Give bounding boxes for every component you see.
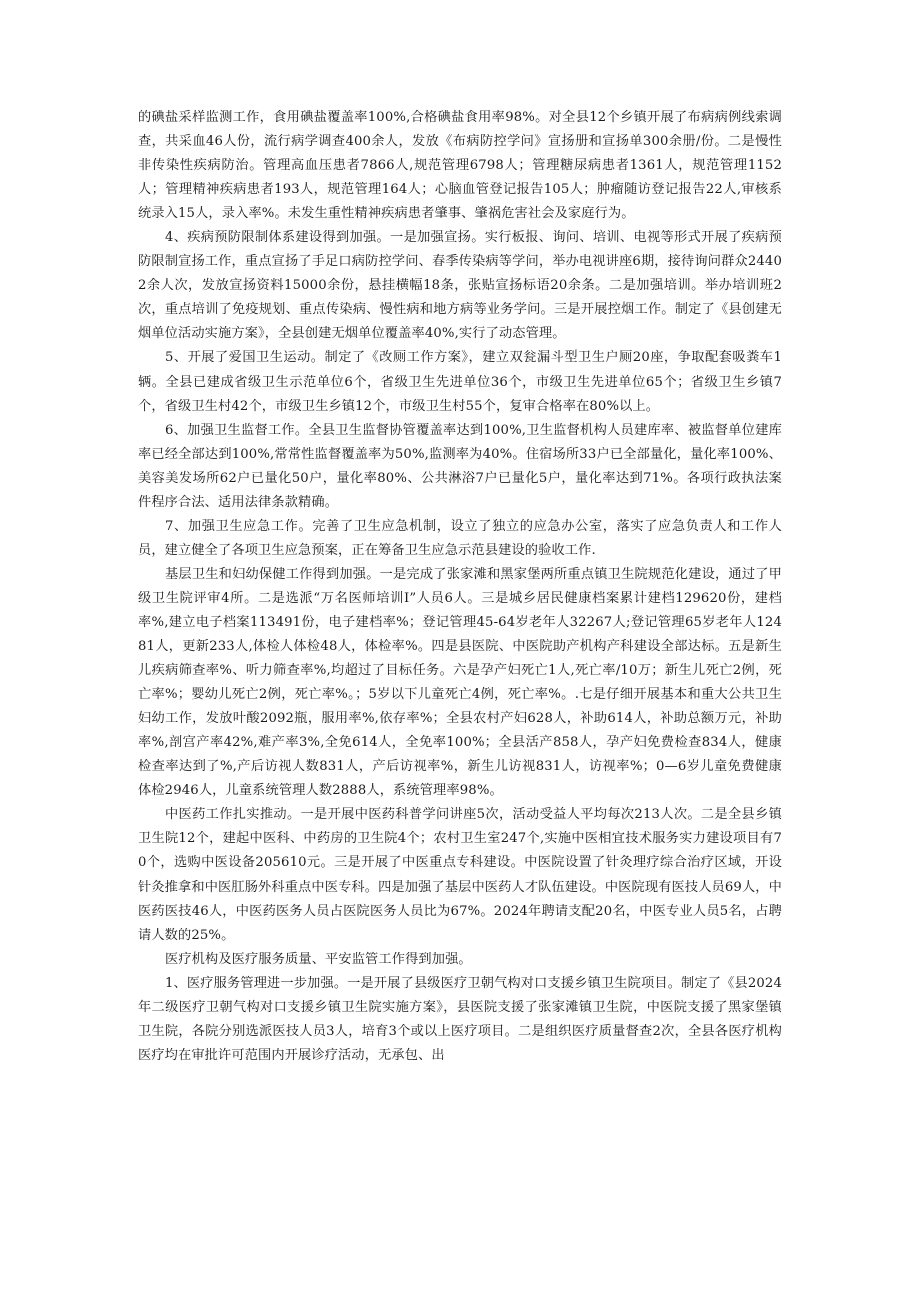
paragraph-disease-prevention-system: 4、疾病预防限制体系建设得到加强。一是加强宣扬。实行板报、询问、培训、电视等形式开展了疾病预防限制宣扬工作，重点宣扬了手足口病防控学问、春季传染病等学问，举办电视讲座6期，接待询问群众24402余人次，发放宣扬资料15000余份，悬挂横幅18条，张贴宣扬标语20余条。二是加强培训。举办培训班2次，重点培训了免疫规划、重点传染病、慢性病和地方病等业务学问。三是开展控烟工作。制定了《县创建无烟单位活动实施方案》，全县创建无烟单位覆盖率40%,实行了动态管理。 [138, 230, 782, 342]
paragraph-health-emergency: 7、加强卫生应急工作。完善了卫生应急机制，设立了独立的应急办公室，落实了应急负责人和工作人员，建立健全了各项卫生应急预案，正在筹备卫生应急示范县建设的验收工作. [138, 518, 782, 558]
paragraph-traditional-chinese-medicine: 中医药工作扎实推动。一是开展中医药科普学问讲座5次，活动受益人平均每次213人次。二是全县乡镇卫生院12个，建起中医科、中药房的卫生院4个；农村卫生室247个,实施中医相宜技术服务实力建设项目有70个，选购中医设备205610元。三是开展了中医重点专科建设。中医院设置了针灸理疗综合治疗区域，开设针灸推拿和中医肛肠外科重点中医专科。四是加强了基层中医药人才队伍建设。中医院现有医技人员69人，中医药医技46人，中医药医务人员占医院医务人员比为67%。2024年聘请支配20名，中医专业人员5名，占聘请人数的25%。 [138, 807, 782, 943]
paragraph-patriotic-health-campaign: 5、开展了爱国卫生运动。制定了《改厕工作方案》，建立双瓮漏斗型卫生户厕20座，争取配套吸粪车1辆。全县已建成省级卫生示范单位6个，省级卫生先进单位36个，市级卫生先进单位65个；省级卫生乡镇7个，省级卫生村42个，市级卫生乡镇12个，市级卫生村55个，复审合格率在80%以上。 [138, 350, 782, 414]
paragraph-medical-service-management: 1、医疗服务管理进一步加强。一是开展了县级医疗卫朝气构对口支援乡镇卫生院项目。制定了《县2024年二级医疗卫朝气构对口支援乡镇卫生院实施方案》，县医院支援了张家滩镇卫生院，中医院支援了黑家堡镇卫生院，各院分别选派医技人员3人，培育3个或以上医疗项目。二是组织医疗质量督查2次，全县各医疗机构医疗均在审批许可范围内开展诊疗活动，无承包、出 [138, 975, 782, 1063]
paragraph-primary-and-maternal-health: 基层卫生和妇幼保健工作得到加强。一是完成了张家滩和黑家堡两所重点镇卫生院规范化建设，通过了甲级卫生院评审4所。二是选派“万名医师培训I”人员6人。三是城乡居民健康档案累计建档129620份，建档率%,建立电子档案113491份，电子建档率%；登记管理45-64岁老年人32267人;登记管理65岁老年人12481人，更新233人,体检人体检48人，体检率%。四是县医院、中医院助产机构产科建设全部达标。五是新生儿疾病筛查率%、听力筛查率%,均超过了目标任务。六是孕产妇死亡1人,死亡率/10万；新生儿死亡2例，死亡率%；婴幼儿死亡2例，死亡率%。；5岁以下儿童死亡4例，死亡率%。.七是仔细开展基本和重大公共卫生妇幼工作，发放叶酸2092瓶，服用率%,依存率%；全县农村产妇628人，补助614人，补助总额万元，补助率%,剖宫产率42%,难产率3%,全免614人，全免率100%；全县活产858人，孕产妇免费检查834人，健康检查率达到了%,产后访视人数831人，产后访视率%，新生儿访视831人，访视率%；0—6岁儿童免费健康体检2946人，儿童系统管理人数2888人，系统管理率98%。 [138, 566, 782, 799]
paragraph-iodine-brucellosis-chronic-disease: 的碘盐采样监测工作，食用碘盐覆盖率100%,合格碘盐食用率98%。对全县12个乡镇开展了布病病例线索调查，共采血46人份，流行病学调查400余人，发放《布病防控学问》宣扬册和宣扬单300余册/份。二是慢性非传染性疾病防治。管理高血压患者7866人,规范管理6798人；管理糖尿病患者1361人，规范管理1152人；管理精神疾病患者193人，规范管理164人；心脑血管登记报告105人；肿瘤随访登记报告22人,审核系统录入15人，录入率%。未发生重性精神疾病患者肇事、肇祸危害社会及家庭行为。 [138, 110, 782, 222]
paragraph-medical-quality-heading: 医疗机构及医疗服务质量、平安监管工作得到加强。 [165, 951, 472, 967]
paragraph-health-supervision: 6、加强卫生监督工作。全县卫生监督协管覆盖率达到100%,卫生监督机构人员建库率、被监督单位建库率已经全部达到100%,常常性监督覆盖率为50%,监测率为40%。住宿场所33户已全部量化，量化率100%、美容美发场所62户已量化50户，量化率80%、公共淋浴7户已量化5户，量化率达到71%。各项行政执法案件程序合法、适用法律条款精确。 [138, 422, 782, 510]
document-page [138, 106, 782, 1068]
